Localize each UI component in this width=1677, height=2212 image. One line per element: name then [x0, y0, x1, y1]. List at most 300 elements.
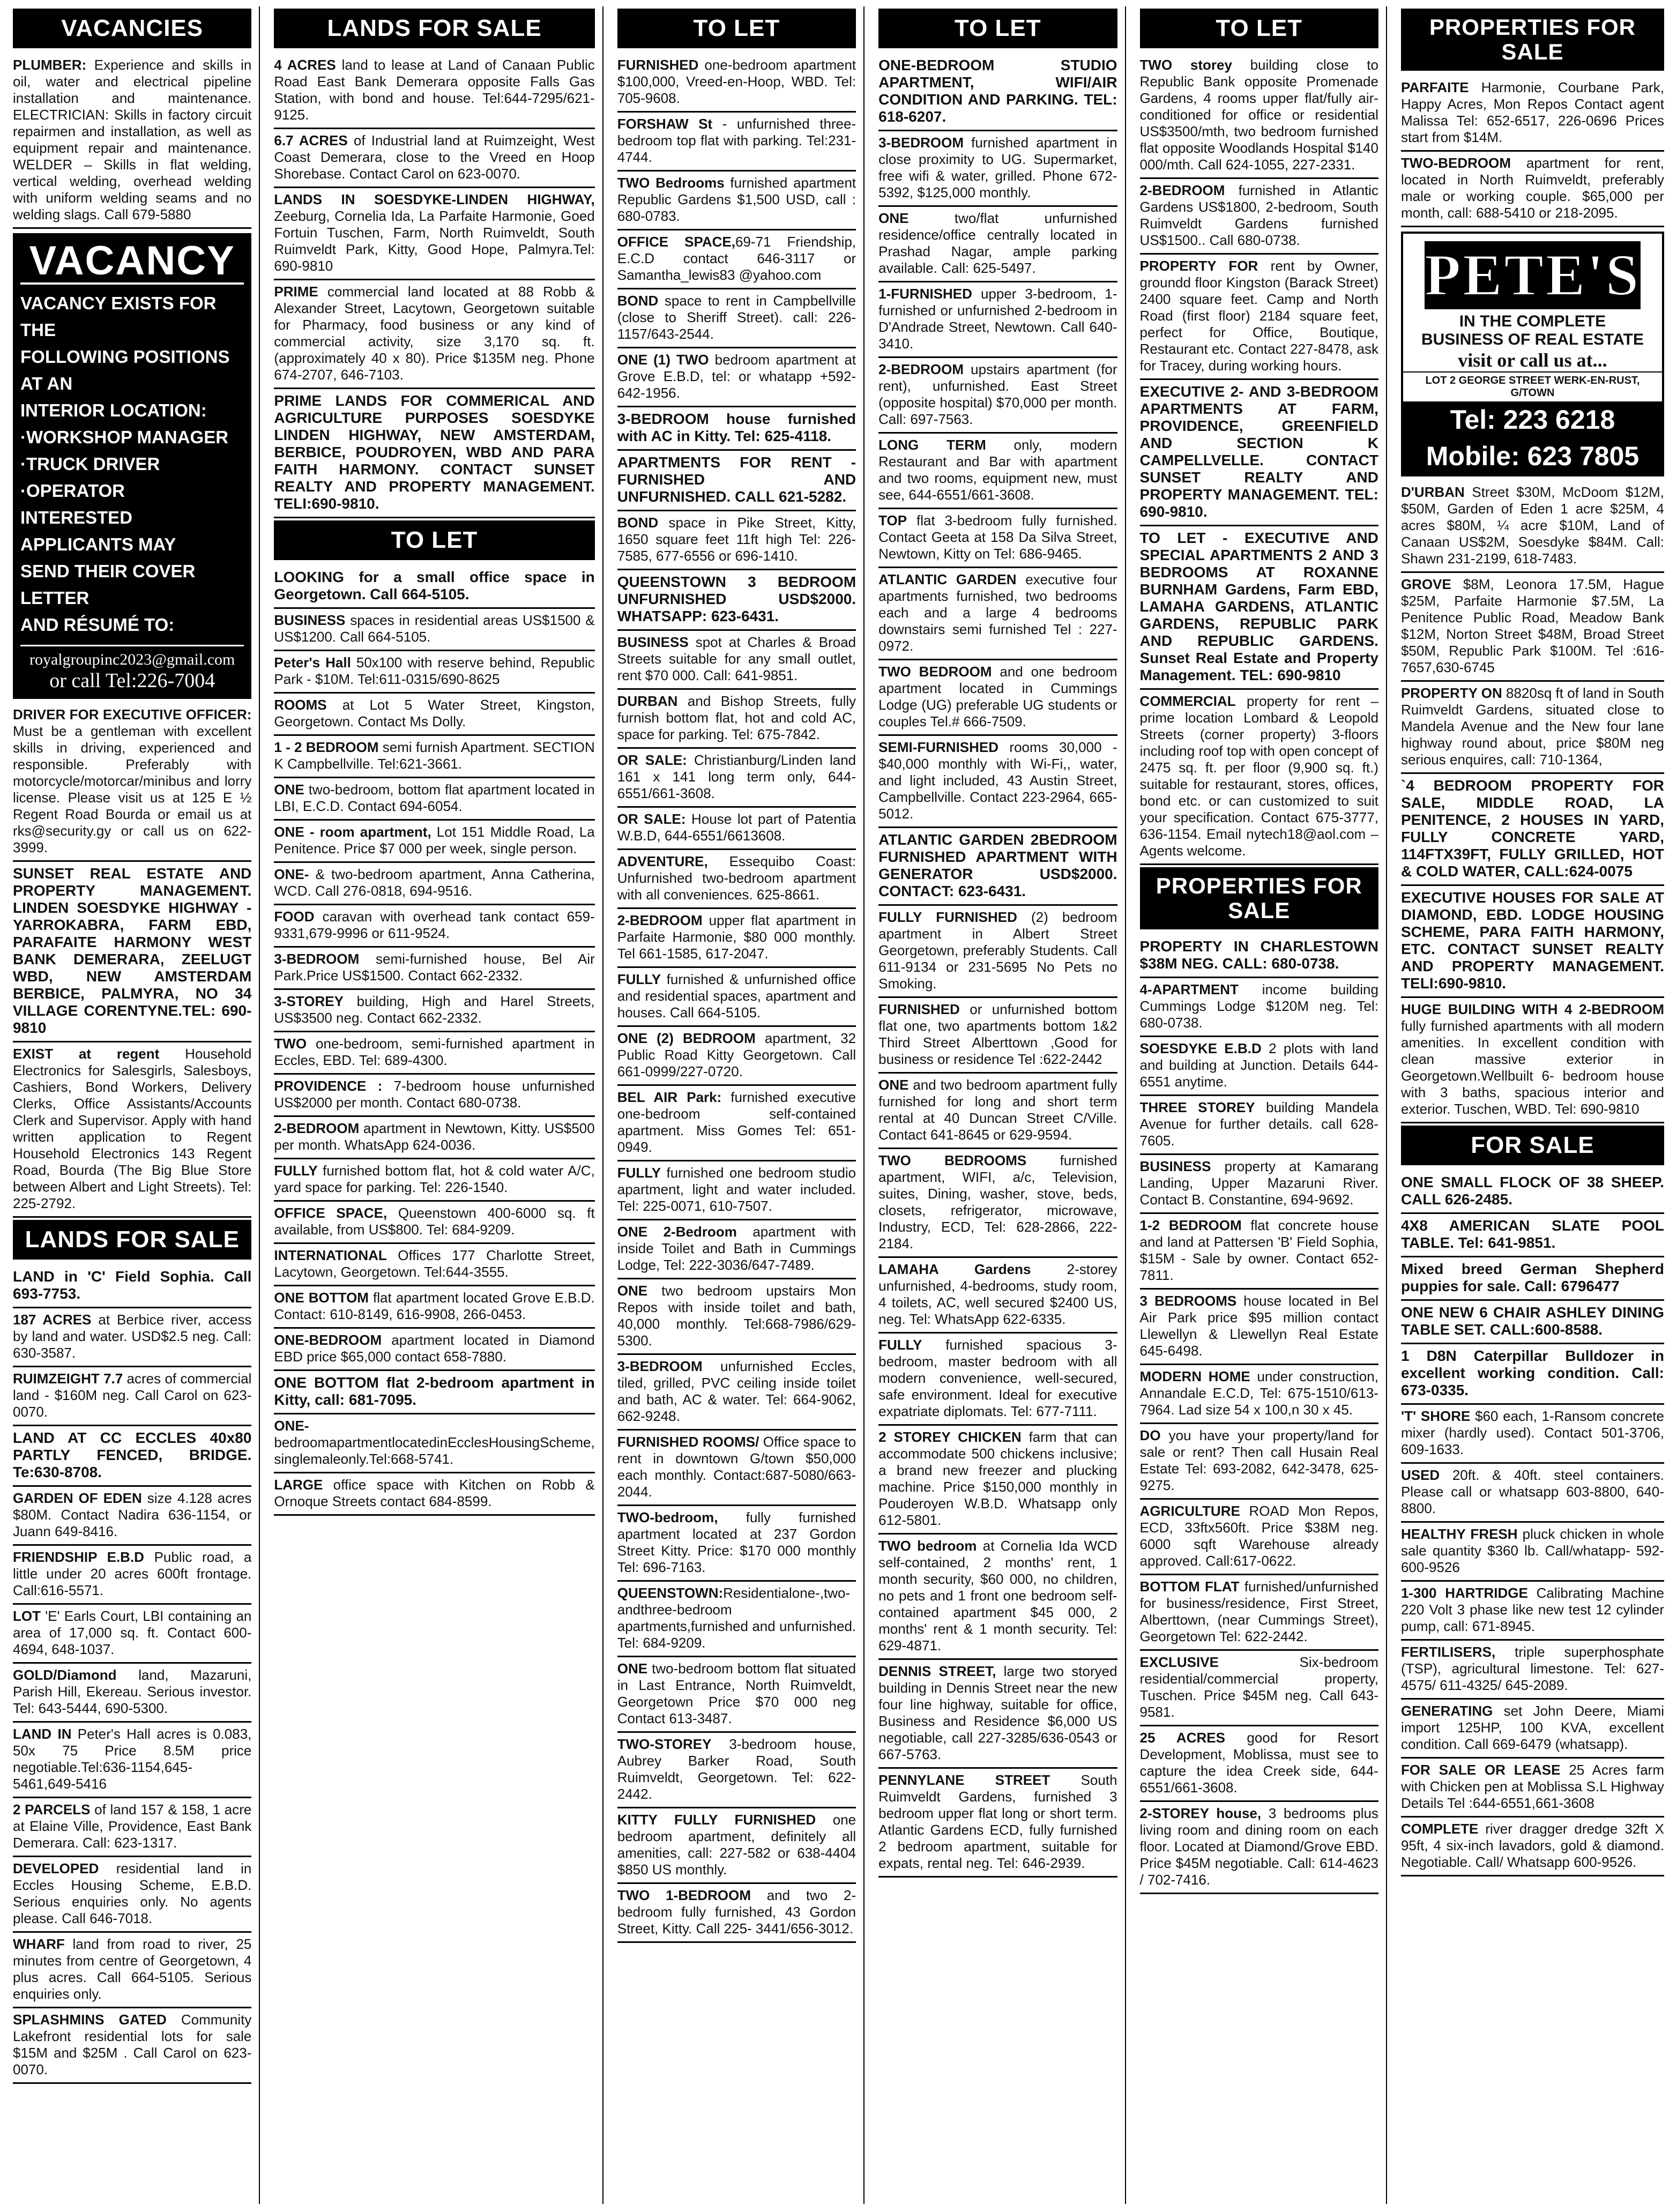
ad-lead: ONE — [274, 781, 304, 798]
ad-text: Experience and skills in oil, water and electrical pipeline installation and maintenance. ELECTRICIAN: Skills in factory circuit repairmen and installation, as well as equipment repair and maintenance. WELDER – Skills in flat welding, vertical welding, overhead welding with uniform welding seams and no welding slags. Call 679-5880 — [13, 57, 252, 222]
vacancy-box-phone: or call Tel:226-7004 — [49, 669, 215, 692]
petes-mobile: Mobile: 623 7805 — [1403, 438, 1662, 474]
ad-text: residential land in Eccles Housing Scheme, E.B.D. Serious enquiries only. No agents please. Call 646-7018. — [13, 1860, 252, 1926]
ad-text: and Bishop Streets, fully furnish bottom flat, hot and cold AC, space for parking. Tel: 675-7842. — [617, 693, 856, 742]
ad-lead: LARGE — [274, 1477, 323, 1493]
classified-ad — [274, 1286, 594, 1329]
ad-lead: ONE-BEDROOM — [274, 1332, 382, 1348]
ad-lead: EXECUTIVE 2- AND 3-BEDROOM APARTMENTS AT FARM, PROVIDENCE, GREENFIELD AND SECTION K CAMPELLVELLE. CONTACT SUNSET REALTY AND PROPERTY MANAGEMENT. TEL: 690-9810. — [1139, 383, 1378, 520]
ad-lead: LOT — [13, 1608, 41, 1624]
ad-text: 2-storey unfurnished, 4-bedrooms, study room, 4 toilets, AC, well secured $2400 US, neg. Tel: WhatsApp 622-6335. — [878, 1261, 1117, 1327]
ad-lead: ONE — [878, 1077, 909, 1093]
ad-lead: FRIENDSHIP E.B.D — [13, 1549, 144, 1565]
vacancy-box-line: ·WORKSHOP MANAGER — [20, 427, 229, 447]
classified-ad — [274, 389, 594, 518]
classified-ad — [617, 968, 856, 1027]
classified-ad — [1140, 1802, 1378, 1894]
ad-text: land from road to river, 25 minutes from centre of Georgetown, 4 plus acres. Call 664-5105. Serious enquiries only. — [13, 1936, 252, 2002]
ad-lead: 'T' SHORE — [1400, 1408, 1471, 1424]
classified-ad — [878, 1149, 1117, 1258]
ad-lead: ADVENTURE, — [617, 853, 708, 869]
ad-text: 2 plots with land and building at Junction. Details 644-6551 anytime. — [1139, 1040, 1378, 1090]
ad-text: 25 Acres farm with Chicken pen at Moblissa S.L Highway Details Tel :644-6551,661-3608 — [1400, 1762, 1664, 1811]
ad-text: furnished apartment Republic Gardens $1,500 USD, call : 680-0783. — [617, 175, 856, 224]
ad-lead: GROVE — [1400, 576, 1451, 592]
ad-text: South Ruimveldt Gardens, furnished 3 bedroom upper flat long or short term. Atlantic Gardens ECD, fully furnished 2 bedroom apartment, suitable for expats, rental neg. Tel: 646-2939. — [878, 1772, 1117, 1871]
section-header-for-sale: FOR SALE — [1401, 1126, 1664, 1165]
ad-text: flat apartment located Grove E.B.D. Contact: 610-8149, 616-9908, 266-0453. — [274, 1290, 595, 1322]
classified-ad — [617, 511, 856, 570]
ad-lead: LANDS IN SOESDYKE-LINDEN HIGHWAY, — [274, 191, 595, 207]
vacancy-box-line: ·TRUCK DRIVER — [20, 454, 160, 474]
ad-lead: GARDEN OF EDEN — [13, 1490, 142, 1506]
vacancy-box-line: AND RÉSUMÉ TO: — [20, 615, 175, 635]
classified-ad — [878, 1074, 1117, 1149]
ad-lead: PROPERTY FOR — [1139, 258, 1258, 274]
ad-text: two/flat unfurnished residence/office centrally located in Prashad Nagar, ample parking available. Call: 625-5497. — [878, 210, 1117, 276]
classified-ad — [274, 651, 594, 694]
ad-lead: 1-300 HARTRIDGE — [1400, 1585, 1528, 1601]
ad-lead: SPLASHMINS GATED — [13, 2012, 167, 2028]
ad-text: house located in Bel Air Park price $95 million contact Llewellyn & Llewellyn Real Estate 645-6498. — [1139, 1293, 1378, 1359]
ad-lead: PRIME — [274, 284, 318, 300]
ad-lead: ONE SMALL FLOCK OF 38 SHEEP. CALL 626-2485. — [1400, 1174, 1664, 1208]
ad-lead: FULLY — [617, 1165, 661, 1181]
ad-text: or unfurnished bottom flat one, two apartments bottom 1&2 Third Street Alberttown ,Good for business or residence Tel :622-2442 — [878, 1001, 1117, 1067]
classified-ad — [617, 570, 856, 631]
classified-ad — [13, 1265, 251, 1308]
ad-lead: KITTY FULLY FURNISHED — [617, 1812, 816, 1828]
classified-ad — [274, 905, 594, 948]
classified-ad — [1140, 1155, 1378, 1214]
ad-text: Offices 177 Charlotte Street, Lacytown, Georgetown. Tel:644-3555. — [274, 1247, 595, 1280]
classified-ad — [274, 1075, 594, 1117]
ad-text: at Cornelia Ida WCD self-contained, 2 months' rent, 1 month security, $60 000, no children, no pets and 1 front one bedroom self-contained apartment $45 000, 2 months' rent & 1 month security. Tel: 629-4871. — [878, 1538, 1117, 1654]
ad-text: space to rent in Campbellville (close to Sheriff Street). call: 226-1157/643-2544. — [617, 293, 856, 342]
ad-lead: LAMAHA Gardens — [878, 1261, 1031, 1277]
classified-ad — [274, 948, 594, 990]
ad-lead: 1 - 2 BEDROOM — [274, 739, 379, 755]
ad-lead: Mixed breed German Shepherd puppies for sale. Call: 6796477 — [1400, 1261, 1664, 1294]
ad-lead: DURBAN — [617, 693, 678, 709]
ad-text: House lot part of Patentia W.B.D, 644-6551/6613608. — [617, 811, 856, 844]
petes-tel: Tel: 223 6218 — [1403, 401, 1662, 438]
ad-lead: GENERATING — [1400, 1703, 1493, 1719]
classified-ad — [1140, 1365, 1378, 1424]
ad-text: fully furnished apartment located at 237 Gordon Street Kitty. Price: $170 000 monthly Tel: 696-7163. — [617, 1509, 856, 1575]
ad-lead: QUEENSTOWN 3 BEDROOM UNFURNISHED USD$2000. WHATSAPP: 623-6431. — [617, 574, 856, 624]
ad-lead: FOOD — [274, 908, 315, 925]
ad-lead: BEL AIR Park: — [617, 1089, 722, 1105]
ad-lead: TWO — [274, 1036, 307, 1052]
classified-ad — [13, 1308, 251, 1367]
ad-text: set John Deere, Miami import 125HP, 100 KVA, excellent condition. Call 669-6479 (whatsapp). — [1400, 1703, 1664, 1752]
ad-text: acres of commercial land - $160M neg. Call Carol on 623-0070. — [13, 1371, 252, 1420]
classified-ad — [617, 1582, 856, 1657]
ad-text: executive four apartments furnished, two bedrooms each and a large 4 bedrooms downstairs semi furnished Tel : 227-0972. — [878, 571, 1117, 654]
ad-text: Lot 151 Middle Road, La Penitence. Price $7 000 per week, single person. — [274, 824, 595, 857]
classified-ad — [617, 1884, 856, 1943]
ad-text: 50x100 with reserve behind, Republic Park - $10M. Tel:611-0315/690-8625 — [274, 654, 595, 687]
ad-lead: TWO BEDROOMS — [878, 1152, 1027, 1168]
classified-ad — [1401, 1171, 1664, 1214]
classified-ad — [1401, 1641, 1664, 1700]
ad-text: Harmonie, Courbane Park, Happy Acres, Mon Repos Contact agent Malissa Tel: 652-6517, 226-0696 Prices start from $14M. — [1400, 79, 1664, 145]
classified-ad — [617, 1431, 856, 1506]
ad-text: and two 2-bedroom fully furnished, 43 Gordon Street, Kitty. Call 225- 3441/656-3012. — [617, 1887, 856, 1937]
vacancy-box-line: SEND THEIR COVER LETTER — [20, 561, 196, 608]
classified-ad — [1401, 998, 1664, 1123]
column-1 — [5, 6, 260, 2204]
section-header-to-let: TO LET — [617, 9, 856, 48]
ad-text: furnished bottom flat, hot & cold water A/C, yard space for parking. Tel: 226-1540. — [274, 1163, 595, 1195]
classified-ad — [1140, 1290, 1378, 1365]
section-header-properties-for-sale: PROPERTIES FOR SALE — [1401, 9, 1664, 71]
classified-ad — [617, 850, 856, 909]
lands-list — [13, 1265, 251, 2084]
classified-ad — [13, 54, 251, 229]
ad-lead: OFFICE SPACE, — [274, 1205, 387, 1221]
vacancies-list-a — [13, 54, 251, 229]
classified-ad — [617, 749, 856, 808]
classified-ad — [13, 1664, 251, 1723]
ad-lead: 3-BEDROOM house furnished with AC in Kitty. Tel: 625-4118. — [617, 411, 856, 444]
ad-text: semi-furnished house, Bel Air Park.Price US$1500. Contact 662-2332. — [274, 951, 595, 984]
petes-tagline: IN THE COMPLETE — [1459, 312, 1606, 330]
ad-lead: GOLD/Diamond — [13, 1667, 117, 1683]
ad-lead: 2 STOREY CHICKEN — [878, 1429, 1022, 1445]
classified-ad — [1401, 886, 1664, 998]
ad-lead: ONE- — [274, 866, 309, 882]
ad-text: triple superphosphate (TSP), agricultural limestone. Tel: 627-4575/ 611-4325/ 645-2089. — [1400, 1644, 1664, 1693]
ad-text: of land 157 & 158, 1 acre at Elaine Ville, Providence, East Bank Demerara. Call: 623-1317. — [13, 1801, 252, 1851]
ad-text: semi furnish Apartment. SECTION K Campbellville. Tel:621-3661. — [274, 739, 595, 772]
classified-ad — [878, 54, 1117, 131]
vacancy-box-line: INTERESTED APPLICANTS MAY — [20, 508, 176, 554]
classifieds-page — [5, 6, 1672, 2204]
ad-text: 3 bedrooms plus living room and dining room on each floor. Located at Diamond/Grove EBD. Price $45M negotiable. Call: 614-4623 / 702-7416. — [1139, 1805, 1378, 1888]
petes-tagline: BUSINESS OF REAL ESTATE — [1421, 331, 1644, 348]
classified-ad — [1401, 573, 1664, 682]
ad-lead: HUGE BUILDING WITH 4 2-BEDROOM — [1400, 1001, 1664, 1017]
ad-lead: BOND — [617, 293, 659, 309]
classified-ad — [878, 998, 1117, 1074]
ad-text: bedroom apartment at Grove E.B.D, tel: or whatapp +592-642-1956. — [617, 352, 856, 401]
petes-logo: PETE'S — [1425, 241, 1641, 309]
ad-lead: 25 ACRES — [1139, 1730, 1225, 1746]
classified-ad — [617, 808, 856, 850]
ad-lead: USED — [1400, 1467, 1440, 1483]
classified-ad — [617, 1161, 856, 1220]
classified-ad — [274, 129, 594, 188]
ad-lead: PROVIDENCE : — [274, 1078, 383, 1094]
column-2 — [266, 6, 603, 2204]
ad-lead: TWO-bedroom, — [617, 1509, 718, 1525]
ad-lead: HEALTHY FRESH — [1400, 1526, 1518, 1542]
ad-lead: 2-BEDROOM — [274, 1120, 360, 1136]
classified-ad — [617, 631, 856, 690]
section-header-to-let: TO LET — [1140, 9, 1378, 48]
classified-ad — [13, 1857, 251, 1933]
ad-text: upstairs apartment (for rent), unfurnished. East Street (opposite hospital) $70,000 per month. Call: 697-7563. — [878, 361, 1117, 427]
ad-text: income building Cummings Lodge $120M neg. Tel: 680-0738. — [1139, 981, 1378, 1031]
ad-lead: 3-BEDROOM — [878, 135, 964, 151]
classified-ad — [274, 863, 594, 905]
classified-ad — [617, 451, 856, 511]
ad-lead: LAND AT CC ECCLES 40x80 PARTLY FENCED, BRIDGE. Te:630-8708. — [13, 1429, 252, 1480]
ad-lead: THREE STOREY — [1139, 1099, 1255, 1115]
classified-ad — [1401, 1464, 1664, 1523]
ad-lead: LONG TERM — [878, 437, 986, 453]
classified-ad — [617, 1733, 856, 1808]
ad-text: apartment located in Diamond EBD price $65,000 contact 658-7880. — [274, 1332, 595, 1365]
ad-lead: 2 PARCELS — [13, 1801, 91, 1818]
ad-text: one bedroom apartment, definitely all amenities, call: 227-582 or 638-4404 $850 US monthly. — [617, 1812, 856, 1878]
ad-lead: PROPERTY ON — [1400, 685, 1502, 701]
properties-list — [1401, 481, 1664, 1123]
ad-lead: TOP — [878, 512, 907, 528]
ad-text: building, High and Harel Streets, US$3500 neg. Contact 662-2332. — [274, 993, 595, 1026]
classified-ad — [878, 906, 1117, 998]
ad-text: one-bedroom apartment $100,000, Vreed-en-Hoop, WBD. Tel: 705-9608. — [617, 57, 856, 106]
ad-lead: EXIST at regent — [13, 1046, 160, 1062]
ad-lead: LAND IN — [13, 1726, 72, 1742]
classified-ad — [274, 609, 594, 651]
ad-text: space in Pike Street, Kitty, 1650 square feet 11ft high Tel: 226-7585, 677-6556 or 696-1410. — [617, 515, 856, 564]
classified-ad — [13, 862, 251, 1042]
classified-ad — [274, 990, 594, 1032]
ad-lead: PLUMBER: — [13, 57, 87, 73]
ad-lead: 3-STOREY — [274, 993, 344, 1009]
petes-address: LOT 2 GEORGE STREET WERK-EN-RUST, G/TOWN — [1403, 371, 1662, 401]
section-header-lands-for-sale: LANDS FOR SALE — [13, 1220, 251, 1260]
ad-text: 69-71 Friendship, E.C.D contact 646-3117 or Samantha_lewis83 @yahoo.com — [617, 234, 856, 283]
ad-lead: RUIMZEIGHT 7.7 — [13, 1371, 123, 1387]
ad-text: Office space to rent in downtown G/town $50,000 each monthly. Contact:687-5080/663-2044. — [617, 1434, 856, 1500]
ad-text: $60 each, 1-Ransom concrete mixer (hardly used). Contact 501-3706, 609-1633. — [1400, 1408, 1664, 1457]
ad-text: - unfurnished three-bedroom top flat with parking. Tel:231-4744. — [617, 116, 856, 165]
ad-text: commercial land located at 88 Robb & Alexander Street, Lacytown, Georgetown suitable for Pharmacy, food business or any kind of commercial activity, size 3,170 sq. ft. (approximately 40 x 80). Price $135M neg. Phone 674-2707, 646-7103. — [274, 284, 595, 383]
ad-text: upper flat apartment in Parfaite Harmonie, $80 000 monthly. Tel 661-1585, 617-2047. — [617, 912, 856, 962]
classified-ad — [878, 358, 1117, 434]
classified-ad — [617, 690, 856, 749]
ad-text: 8820sq ft of land in South Ruimveldt Gardens, situated close to Mandela Avenue and the New four lane highway round about, price $80M neg serious enquires, call: 710-1364, — [1400, 685, 1664, 768]
ad-lead: FULLY FURNISHED — [878, 909, 1017, 925]
ad-lead: Peter's Hall — [274, 654, 351, 671]
classified-ad — [1401, 76, 1664, 152]
ad-lead: SOESDYKE E.B.D — [1139, 1040, 1262, 1056]
ad-lead: OFFICE SPACE, — [617, 234, 735, 250]
ad-text: Six-bedroom residential/commercial property, Tuschen. Price $45M neg. Call 643-9581. — [1139, 1654, 1378, 1720]
ad-lead: 6.7 ACRES — [274, 132, 348, 148]
ad-lead: OR SALE: — [617, 752, 687, 768]
ad-lead: 2-BEDROOM — [878, 361, 964, 377]
classified-ad — [1140, 1575, 1378, 1651]
ad-lead: `4 BEDROOM PROPERTY FOR SALE, MIDDLE ROAD, LA PENITENCE, 2 HOUSES IN YARD, FULLY CONCRETE YARD, 114FTX39FT, FULLY GRILLED, HOT & COLD WATER, CALL:624-0075 — [1400, 777, 1664, 880]
classified-ad — [1401, 152, 1664, 227]
classified-ad — [1401, 481, 1664, 573]
ad-lead: PARFAITE — [1400, 79, 1469, 95]
classified-ad — [617, 1279, 856, 1355]
classified-ad — [617, 1027, 856, 1086]
ad-text: 20ft. & 40ft. steel containers. Please call or whatsapp 603-8800, 640-8800. — [1400, 1467, 1664, 1516]
classified-ad — [878, 282, 1117, 358]
classified-ad — [274, 694, 594, 736]
classified-ad — [1140, 179, 1378, 255]
classified-ad — [274, 736, 594, 778]
ad-lead: ONE — [617, 1283, 648, 1299]
classified-ad — [1401, 1818, 1664, 1876]
ad-text: upper 3-bedroom, 1-furnished or unfurnished 2-bedroom in D'Andrade Street, Newtown. Call 640-3410. — [878, 286, 1117, 352]
ad-lead: 1-FURNISHED — [878, 286, 972, 302]
column-6 — [1393, 6, 1672, 2204]
ad-text: only, modern Restaurant and Bar with apartment and two rooms, equipment new, must see, 644-6551/661-3608. — [878, 437, 1117, 503]
section-header-properties-for-sale: PROPERTIES FOR SALE — [1140, 867, 1378, 929]
ad-lead: TO LET - EXECUTIVE AND SPECIAL APARTMENTS 2 AND 3 BEDROOMS AT ROXANNE BURNHAM Gardens, Farm EBD, LAMAHA GARDENS, ATLANTIC GARDENS, REPUBLIC PARK AND REPUBLIC GARDENS. Sunset Real Estate and Property Management. TEL: 690-9810 — [1139, 530, 1378, 683]
ad-lead: BOND — [617, 515, 659, 531]
ad-lead: 1-2 BEDROOM — [1139, 1217, 1242, 1233]
classified-ad — [878, 131, 1117, 207]
ad-lead: LAND in 'C' Field Sophia. Call 693-7753. — [13, 1268, 252, 1302]
ad-text: you have your property/land for sale or rent? Then call Husain Real Estate Tel: 693-2082, 642-3478, 625-9275. — [1139, 1427, 1378, 1493]
classified-ad — [617, 289, 856, 348]
ad-text: & two-bedroom apartment, Anna Catherina, WCD. Call 276-0818, 694-9516. — [274, 866, 595, 899]
to-let-list — [274, 565, 594, 1516]
ad-text: 3-bedroom house, Aubrey Barker Road, South Ruimveldt, Georgetown. Tel: 622-2442. — [617, 1736, 856, 1802]
classified-ad — [274, 280, 594, 389]
classified-ad — [274, 188, 594, 280]
vacancy-box-line: ·OPERATOR — [20, 481, 125, 501]
ad-lead: ATLANTIC GARDEN 2BEDROOM FURNISHED APARTMENT WITH GENERATOR USD$2000. CONTACT: 623-6431. — [878, 831, 1117, 899]
ad-text: apartment in Newtown, Kitty. US$500 per month. WhatsApp 624-0036. — [274, 1120, 595, 1153]
classified-ad — [274, 1371, 594, 1414]
to-let-list — [878, 54, 1117, 1878]
ad-text: bedroomapartmentlocatedinEcclesHousingScheme, singlemaleonly.Tel:668-5741. — [274, 1434, 595, 1467]
ad-lead: LOOKING for a small office space in Georgetown. Call 664-5105. — [274, 569, 595, 602]
section-header-lands-for-sale: LANDS FOR SALE — [274, 9, 594, 48]
classified-ad — [13, 1723, 251, 1798]
vacancy-box-email[interactable]: royalgroupinc2023@gmail.com — [20, 645, 244, 669]
ad-text: furnished & unfurnished office and residential spaces, apartment and houses. Call 664-5105. — [617, 971, 856, 1021]
ad-text: size 4.128 acres $80M. Contact Nadira 636-1154, or Juann 649-8416. — [13, 1490, 252, 1539]
ad-lead: DO — [1139, 1427, 1161, 1443]
classified-ad — [1401, 1523, 1664, 1582]
classified-ad — [13, 1426, 251, 1487]
classified-ad — [617, 1355, 856, 1431]
classified-ad — [13, 1798, 251, 1857]
ad-lead: TWO storey — [1139, 57, 1232, 73]
classified-ad — [878, 1769, 1117, 1878]
vacancy-box-ad — [13, 233, 251, 699]
ad-lead: ONE BOTTOM — [274, 1290, 369, 1306]
ad-text: fully furnished apartments with all modern amenities. In excellent condition with clean massive exterior in Georgetown.Wellbuilt 6- bedroom house with 3 baths, spacious interior and exterior. Tuschen, WBD. Tel: 690-9810 — [1400, 1018, 1664, 1117]
classified-ad — [13, 1487, 251, 1546]
ad-text: large two storyed building in Dennis Street near the new four line highway, suitable for office, Business and Residence $6,000 US negotiable, call 227-3285/636-0543 or 667-5763. — [878, 1663, 1117, 1762]
classified-ad — [1401, 1405, 1664, 1464]
ad-text: farm that can accommodate 500 chickens inclusive; a brand new freezer and plucking machine. Price $150,000 monthly in Pouderoyen W.B.D. Whatsapp only 612-5801. — [878, 1429, 1117, 1528]
classified-ad — [274, 54, 594, 129]
classified-ad — [1401, 774, 1664, 886]
ad-lead: 4X8 AMERICAN SLATE POOL TABLE. Tel: 641-9851. — [1400, 1217, 1664, 1251]
classified-ad — [1140, 1096, 1378, 1155]
classified-ad — [1401, 682, 1664, 774]
ad-lead: ONE (2) BEDROOM — [617, 1030, 756, 1046]
classified-ad — [274, 1202, 594, 1244]
ad-text: furnished apartment in close proximity to UG. Supermarket, free wifi & water, grilled. Phone 672-5392, $125,000 monthly. — [878, 135, 1117, 200]
ad-lead: EXECUTIVE HOUSES FOR SALE AT DIAMOND, EBD. LODGE HOUSING SCHEME, PARA FAITH HARMONY, ETC. CONTACT SUNSET REALTY AND PROPERTY MANAGEMENT. TELI:690-9810. — [1400, 889, 1664, 992]
ad-text: Zeeburg, Cornelia Ida, La Parfaite Harmonie, Goed Fortuin Tuschen, Farm, North Ruimveldt, South Ruimveldt Park, Kitty, Good Hope, Palmyra.Tel: 690-9810 — [274, 208, 595, 274]
classified-ad — [1140, 1651, 1378, 1726]
ad-lead: INTERNATIONAL — [274, 1247, 387, 1263]
ad-lead: TWO-STOREY — [617, 1736, 712, 1752]
ad-lead: FURNISHED — [878, 1001, 960, 1017]
classified-ad — [274, 1244, 594, 1286]
vacancies-list-b — [13, 703, 251, 1218]
classified-ad — [617, 172, 856, 230]
ad-text: pluck chicken in whole sale quantity $360 lb. Call/whatapp- 592-600-9526 — [1400, 1526, 1665, 1575]
ad-text: river dragger dredge 32ft X 95ft, 4 six-inch lavadors, gold & diamond. Negotiable. Call/ Whatsapp 600-9526. — [1400, 1821, 1664, 1870]
ad-lead: OR SALE: — [617, 811, 686, 827]
classified-ad — [878, 736, 1117, 828]
ad-text: apartment, 32 Public Road Kitty Georgetown. Call 661-0999/227-0720. — [617, 1030, 856, 1079]
classified-ad — [13, 1933, 251, 2008]
classified-ad — [13, 703, 251, 862]
classified-ad — [878, 660, 1117, 736]
for-sale-list — [1401, 1171, 1664, 1876]
ad-text: land, Mazaruni, Parish Hill, Ekereau. Serious investor. Tel: 643-5444, 690-5300. — [13, 1667, 252, 1716]
ad-text: furnished spacious 3-bedroom, master bedroom with all modern convenience, well-secured, safe environment. Ideal for executive expatriate diplomats. Tel: 677-7111. — [878, 1337, 1117, 1419]
classified-ad — [13, 1546, 251, 1605]
ad-text: at Lot 5 Water Street, Kingston, Georgetown. Contact Ms Dolly. — [274, 697, 595, 729]
petes-real-estate-ad — [1401, 232, 1664, 476]
petes-visit: visit or call us at... — [1458, 349, 1607, 371]
classified-ad — [13, 2008, 251, 2084]
ad-lead: BUSINESS — [1139, 1158, 1211, 1174]
ad-text: under construction, Annandale E.C.D, Tel: 675-1510/613-7964. Lad size 54 x 100,n 30 x 45. — [1139, 1368, 1378, 1418]
properties-list — [1401, 76, 1664, 227]
ad-text: land to lease at Land of Canaan Public Road East Bank Demerara opposite Falls Gas Station, with bond and house. Tel:644-7295/621-9125. — [274, 57, 595, 123]
ad-text: Residentialone-,two-andthree-bedroom apartments,furnished and unfurnished. Tel: 684-9209. — [617, 1585, 856, 1651]
section-header-to-let: TO LET — [878, 9, 1117, 48]
ad-lead: BOTTOM FLAT — [1139, 1578, 1240, 1595]
ad-text: (2) bedroom apartment in Albert Street Georgetown, preferably Students. Call 611-9134 or 231-5695 No Pets no Smoking. — [878, 909, 1117, 992]
classified-ad — [274, 1032, 594, 1075]
ad-lead: BUSINESS — [617, 634, 689, 650]
ad-text: Essequibo Coast: Unfurnished two-bedroom apartment with all conveniences. 625-8661. — [617, 853, 856, 903]
ad-lead: 4-APARTMENT — [1139, 981, 1239, 997]
ad-lead: ROOMS — [274, 697, 327, 713]
classified-ad — [617, 909, 856, 968]
ad-text: one-bedroom, semi-furnished apartment in Eccles, EBD. Tel: 689-4300. — [274, 1036, 595, 1068]
ad-lead: ONE BOTTOM flat 2-bedroom apartment in Kitty, call: 681-7095. — [274, 1374, 595, 1408]
classified-ad — [1140, 1726, 1378, 1802]
classified-ad — [878, 1258, 1117, 1334]
ad-text: Peter's Hall acres is 0.083, 50x 75 Price 8.5M price negotiable.Tel:636-1154,645-5461,649-5416 — [13, 1726, 252, 1792]
ad-lead: FORSHAW St — [617, 116, 713, 132]
ad-lead: 3 BEDROOMS — [1139, 1293, 1237, 1309]
ad-text: property for rent – prime location Lombard & Leopold Streets (corner property) 3-floors including roof top with open concept of 2475 sq. ft. per floor (9,900 sq. ft.) suitable for restaurant, stores, offices, bond etc. or can customized to suit your specification. Contact 675-3777, 636-1154. Email nytech18@aol.com – Agents welcome. — [1139, 693, 1378, 859]
ad-text: $8M, Leonora 17.5M, Hague $25M, Parfaite Harmonie $7.5M, La Penitence Public Road, Meadow Bank $12M, Norton Street $48M, Broad Street $50M, Republic Park $100M. Tel :616-7657,630-6745 — [1400, 576, 1664, 675]
ad-text: Christianburg/Linden land 161 x 141 long term only, 644-6551/661-3608. — [617, 752, 856, 801]
ad-text: building close to Republic Bank opposite Promenade Gardens, 4 rooms upper flat/fully air-conditioned for office or residential US$3500/mth, two bedroom furnished flat opposite Woodlands Hospital $140 000/mth. Call 624-1055, 227-2331. — [1139, 57, 1378, 173]
ad-text: caravan with overhead tank contact 659-9331,679-9996 or 611-9524. — [274, 908, 595, 941]
classified-ad — [13, 1042, 251, 1218]
ad-lead: FULLY — [878, 1337, 922, 1353]
classified-ad — [878, 1660, 1117, 1769]
ad-text: furnished executive one-bedroom self-contained apartment. Miss Gomes Tel: 651-0949. — [617, 1089, 856, 1155]
classified-ad — [1401, 1214, 1664, 1257]
ad-text: building Mandela Avenue for further details. call 628-7605. — [1139, 1099, 1378, 1149]
